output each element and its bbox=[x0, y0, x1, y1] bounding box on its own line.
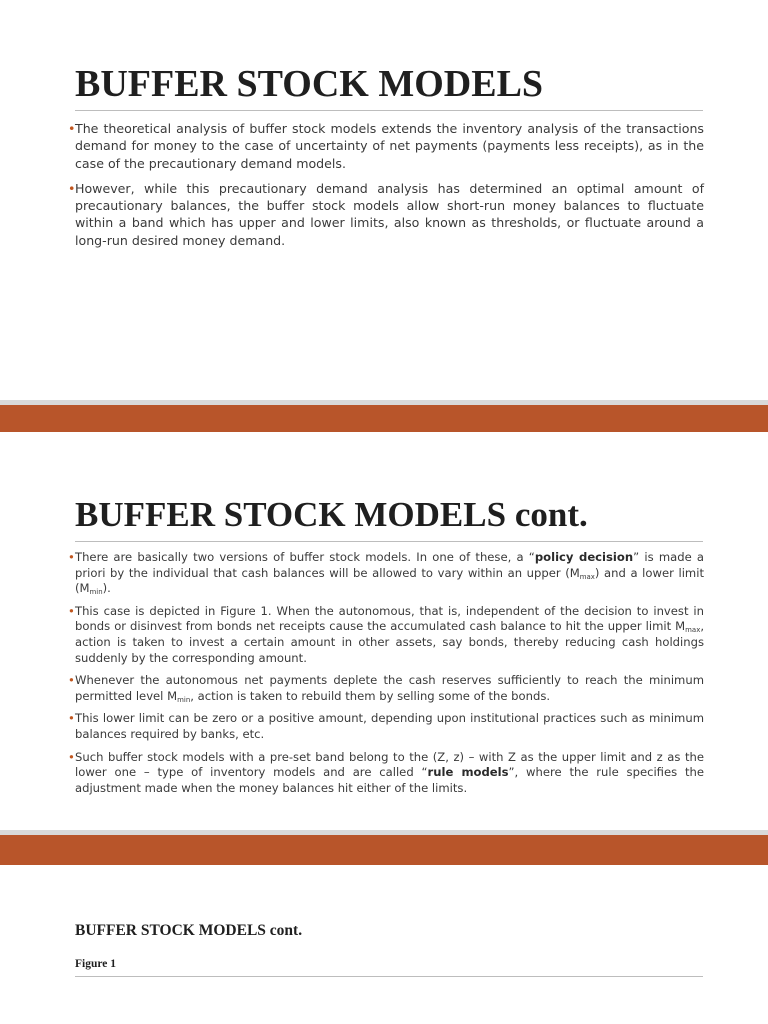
bullet-item: • However, while this precautionary demand analysis has determined an optimal amount of precautionary balances, the buffer stock models allow short-run money balances to fluctuate within a band which has upper and lower limits, also known as thresholds, or fluctuate around a long-run desired money demand. bbox=[68, 180, 704, 248]
title-rule bbox=[75, 110, 703, 111]
bullet-icon: • bbox=[68, 749, 75, 764]
slide-separator-band bbox=[0, 400, 768, 432]
bullet-item: • Whenever the autonomous net payments deplete the cash reserves sufficiently to reach the minimum permitted level $M_{min}$, action is taken to rebuild them by selling some of the bonds. bbox=[68, 673, 704, 704]
title-rule bbox=[75, 541, 703, 542]
slide-1-title: BUFFER STOCK MODELS bbox=[75, 63, 544, 105]
bullet-icon: • bbox=[68, 711, 75, 726]
slide-2-title: BUFFER STOCK MODELS cont. bbox=[75, 495, 588, 534]
figure-label: Figure 1 bbox=[75, 958, 116, 970]
bullet-item: • The theoretical analysis of buffer stock models extends the inventory analysis of the transactions demand for money to the case of uncertainty of net payments (payments less receipts), as in the case of the precautionary demand models. bbox=[68, 121, 704, 171]
slide-1 bbox=[0, 0, 768, 400]
slide-separator-band bbox=[0, 830, 768, 865]
slide-1-bullets bbox=[68, 120, 704, 257]
bullet-icon: • bbox=[68, 180, 76, 196]
bullet-item: • There are basically two versions of buffer stock models. In one of these, a “policy decision” is made a priori by the individual that cash balances will be allowed to vary within an upper $(M_{max})$ and a lower limit $(M_{min})$. bbox=[68, 550, 705, 597]
bullet-item: • Such buffer stock models with a pre-set band belong to the (Z, z) – with Z as the upper limit and z as the lower one – type of inventory models and are called “rule models”, where the rule specifies the adjustment made when the money balances hit either of the limits. bbox=[68, 749, 704, 795]
bullet-item: • This lower limit can be zero or a positive amount, depending upon institutional practices such as minimum balances required by banks, etc. bbox=[68, 711, 704, 741]
bullet-item: • This case is depicted in Figure 1. When the autonomous, that is, independent of the decision to invest in bonds or disinvest from bonds net receipts cause the accumulated cash balance to hit the upper limit $M_{max}$, action is taken to invest a certain amount in other assets, say bonds, thereby reducing cash holdings suddenly by the corresponding amount. bbox=[68, 603, 704, 665]
bullet-icon: • bbox=[68, 673, 75, 688]
bullet-icon: • bbox=[68, 550, 75, 564]
slide-3-title: BUFFER STOCK MODELS cont. bbox=[75, 922, 303, 939]
figure-rule bbox=[75, 976, 703, 977]
slide-2-bullets bbox=[68, 550, 704, 803]
bullet-icon: • bbox=[68, 121, 76, 136]
bullet-icon: • bbox=[68, 603, 75, 618]
